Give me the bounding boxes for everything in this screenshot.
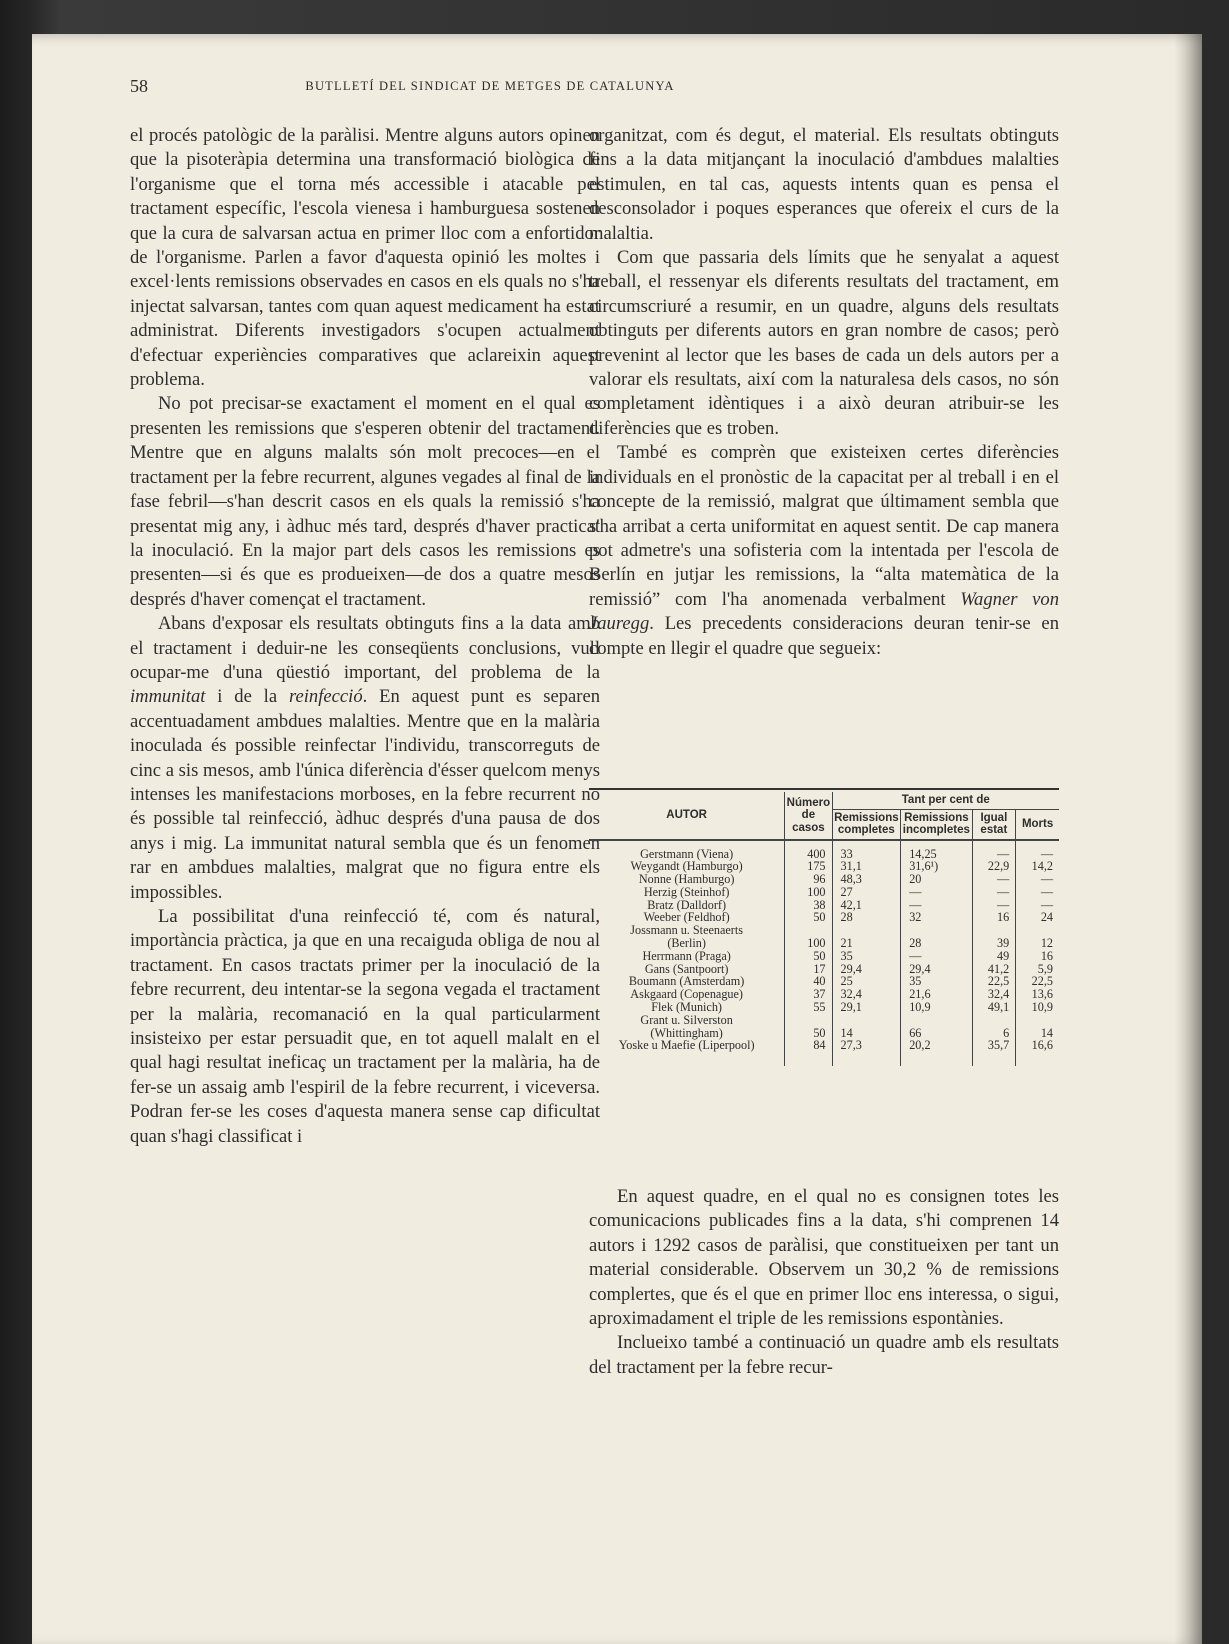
table-cell-incomplete: —: [901, 886, 972, 899]
table-cell-author: Grant u. Silverston: [640, 1012, 733, 1027]
table-cell-complete: [832, 1014, 901, 1027]
table-cell-same: 35,7: [972, 1039, 1016, 1066]
table-cell-cases: [785, 1014, 832, 1027]
table-cell-same: 32,4: [972, 988, 1016, 1001]
table-cell-same: —: [972, 899, 1016, 912]
table-cell-incomplete: [901, 1014, 972, 1027]
header-incomplete: Remissions incompletes: [901, 809, 972, 840]
results-table: [589, 788, 1059, 1066]
table-cell-complete: 27,3: [832, 1039, 901, 1066]
table-cell-incomplete: 20: [901, 873, 972, 886]
table-cell-cases: 175: [785, 860, 832, 873]
table-cell-complete: 28: [832, 911, 901, 924]
table-cell-deaths: 10,9: [1016, 1001, 1059, 1014]
table-cell-complete: 29,4: [832, 963, 901, 976]
table-cell-complete: 27: [832, 886, 901, 899]
table-cell-deaths: —: [1016, 840, 1059, 861]
table-cell-complete: 29,1: [832, 1001, 901, 1014]
header-percent-group: Tant per cent de: [832, 792, 1059, 809]
table-top-rule: [589, 788, 1059, 790]
table-cell-author: Weygandt (Hamburgo): [630, 859, 743, 874]
table-cell-cases: 50: [785, 950, 832, 963]
table-cell-incomplete: 21,6: [901, 988, 972, 1001]
paragraph: També es comprèn que existeixen certes diferències individuals en el pronòstic de la capacitat per al treball i en el concepte de la remissió, malgrat que últimament sembla que s'ha arribat a certa uniformitat en aquest sentit. De cap manera pot admetre's una sofisteria com la intentada per l'escola de Berlín en jutjar les remissions, la “alta matemàtica de la remissió” com l'ha anomenada verbalment Wagner von Jauregg. Les precedents consideracions deuran tenir-se en compte en llegir el quadre que segueix:: [589, 442, 1059, 659]
table-cell-cases: 50: [785, 911, 832, 924]
table-cell-author: Bratz (Dalldorf): [647, 897, 727, 912]
table-cell-author: Jossmann u. Steenaerts: [630, 923, 743, 938]
table-cell-deaths: 16: [1016, 950, 1059, 963]
table-cell-deaths: 12: [1016, 937, 1059, 950]
table-cell-same: 22,5: [972, 975, 1016, 988]
table-cell-author: Herrmann (Praga): [642, 948, 731, 963]
table-cell-complete: 48,3: [832, 873, 901, 886]
left-column: [130, 124, 600, 1149]
table-cell-complete: 32,4: [832, 988, 901, 1001]
table-cell-incomplete: —: [901, 899, 972, 912]
table-cell-deaths: 14,2: [1016, 860, 1059, 873]
table-cell-same: 49,1: [972, 1001, 1016, 1014]
table-cell-complete: 33: [832, 840, 901, 861]
table-cell-cases: 50: [785, 1027, 832, 1040]
table-cell-author: (Berlin): [667, 936, 706, 951]
table-cell-deaths: 5,9: [1016, 963, 1059, 976]
table-cell-cases: 400: [785, 840, 832, 861]
table-cell-author: Yoske u Maefie (Liperpool): [618, 1038, 755, 1053]
table-cell-deaths: 16,6: [1016, 1039, 1059, 1066]
table-row: [589, 1039, 1059, 1066]
table-cell-same: [972, 1014, 1016, 1027]
table-cell-cases: 40: [785, 975, 832, 988]
table-cell-deaths: —: [1016, 886, 1059, 899]
table-cell-author: (Whittingham): [650, 1025, 723, 1040]
table-cell-incomplete: 20,2: [901, 1039, 972, 1066]
table-cell-deaths: 13,6: [1016, 988, 1059, 1001]
table-cell-incomplete: 29,4: [901, 963, 972, 976]
table-cell-complete: 21: [832, 937, 901, 950]
table-cell-same: —: [972, 840, 1016, 861]
header-complete: Remissions completes: [832, 809, 901, 840]
table-cell-complete: 35: [832, 950, 901, 963]
table-cell-complete: 14: [832, 1027, 901, 1040]
table-cell-same: —: [972, 886, 1016, 899]
paragraph: organitzat, com és degut, el material. Els resultats obtinguts fins a la data mitjançant la inoculació d'ambdues malalties estimulen, en tal cas, aquests intents quan es pensa el desconsolador i poques esperances que ofereix el curs de la malaltia.: [589, 125, 1059, 244]
table-cell-same: 22,9: [972, 860, 1016, 873]
header-same: Igual estat: [972, 809, 1016, 840]
table-cell-deaths: [1016, 1014, 1059, 1027]
paragraph: el procés patològic de la paràlisi. Mentre alguns autors opinen que la pisoteràpia determina una transformació biològica de l'organisme que el torna més accessible i atacable pel tractament específic, l'escola vienesa i hamburguesa sostenen que la cura de salvarsan actua en primer lloc com a enfortidor de l'organisme. Parlen a favor d'aquesta opinió les moltes i excel·lents remissions observades en casos en els quals no s'ha injectat salvarsan, tantes com quan aquest medicament ha estat administrat. Diferents investigadors s'ocupen actualment d'efectuar experiències comparatives que aclareixin aquest problema.: [130, 125, 600, 391]
table-cell-incomplete: 66: [901, 1027, 972, 1040]
paragraph: Abans d'exposar els resultats obtinguts fins a la data amb el tractament i deduir-ne les conseqüents conclusions, vull ocupar-me d'una qüestió important, del problema de la immunitat i de la reinfecció. En aquest punt es separen accentuadament ambdues malalties. Mentre que en la malària inoculada és possible reinfectar l'individu, transcorreguts de cinc a sis mesos, amb l'única diferència d'ésser quelcom menys intenses les manifestacions morboses, en la febre recurrent no és possible tal reinfecció, àdhuc després d'una pausa de dos anys i mig. La immunitat natural sembla que és un fenomen rar en ambdues malalties, malgrat que no figura entre els impossibles.: [130, 613, 601, 903]
table-cell-cases: 84: [785, 1039, 832, 1066]
table-cell-author: Gerstmann (Viena): [640, 846, 734, 861]
table-cell-cases: 37: [785, 988, 832, 1001]
paragraph: La possibilitat d'una reinfecció té, com és natural, importància pràctica, ja que en una recaiguda obliga de nou al tractament. En casos tractats primer per la inoculació de la febre recurrent, deu intentar-se la segona vegada el tractament per la malària, recomanació en la qual particularment insisteixo per estar persuadit que, en tot aquell malalt en el qual hagi resultat ineficaç un tractament per la malària, ha de fer-se un assaig amb l'espiril de la febre recurrent, i viceversa. Podran fer-se les coses d'aquesta manera sense cap dificultat quan s'hagi classificat i: [130, 906, 600, 1147]
table-cell-author: Weeber (Feldhof): [643, 910, 730, 925]
table-cell-same: 6: [972, 1027, 1016, 1040]
right-column-lower: [589, 1185, 1059, 1380]
table-cell-author: Herzig (Steinhof): [643, 884, 730, 899]
table-cell-complete: 25: [832, 975, 901, 988]
table-cell-incomplete: 28: [901, 937, 972, 950]
table-cell-author: Boumann (Amsterdam): [628, 974, 745, 989]
emphasis: immunitat: [130, 686, 206, 708]
table-cell-author: Gans (Santpoort): [644, 961, 729, 976]
table-row: [589, 886, 1059, 899]
table-cell-same: 49: [972, 950, 1016, 963]
paragraph: Inclueixo també a continuació un quadre amb els resultats del tractament per la febre recur-: [589, 1332, 1059, 1378]
emphasis: reinfecció: [288, 686, 363, 708]
table-row: [589, 1001, 1059, 1014]
table-cell-deaths: 22,5: [1016, 975, 1059, 988]
table-cell-deaths: —: [1016, 873, 1059, 886]
paragraph: No pot precisar-se exactament el moment en el qual es presenten les remissions que s'esperen obtenir del tractament. Mentre que en alguns malalts són molt precoces—en el tractament per la febre recurrent, algunes vegades al final de la fase febril—s'han descrit casos en els quals la remissió s'ha presentat mig any, i àdhuc més tard, després d'haver practicat la inoculació. En la major part dels casos les remissions es presenten—si és que es produeixen—de dos a quatre mesos després d'haver començat el tractament.: [130, 393, 600, 610]
table-cell-author: Nonne (Hamburgo): [638, 872, 735, 887]
running-header: [130, 76, 850, 98]
header-deaths: Morts: [1016, 809, 1059, 840]
table-cell-same: —: [972, 873, 1016, 886]
table-cell-same: 39: [972, 937, 1016, 950]
table-cell-deaths: —: [1016, 899, 1059, 912]
header-author: AUTOR: [589, 792, 785, 840]
table-cell-cases: 38: [785, 899, 832, 912]
table-cell-incomplete: 32: [901, 911, 972, 924]
table-row: [589, 1014, 1059, 1027]
table-cell-deaths: 14: [1016, 1027, 1059, 1040]
table-row: [589, 873, 1059, 886]
table-cell-incomplete: 14,25: [901, 840, 972, 861]
table-cell-complete: 31,1: [832, 860, 901, 873]
paragraph: En aquest quadre, en el qual no es consignen totes les comunicacions publicades fins a la data, s'hi comprenen 14 autors i 1292 casos de paràlisi, que constitueixen per tant un material considerable. Observem un 30,2 % de remissions complertes, que és el que en primer lloc ens interessa, o sigui, aproximadament el triple de les remissions espontànies.: [589, 1186, 1059, 1330]
table-row: [589, 840, 1059, 861]
page-binding-shadow: [1174, 34, 1202, 1644]
right-column: [589, 124, 1059, 661]
table-cell-incomplete: —: [901, 950, 972, 963]
table-cell-same: 16: [972, 911, 1016, 924]
journal-title: BUTLLETÍ DEL SINDICAT DE METGES DE CATALUNYA: [305, 79, 675, 93]
header-cases: Número de casos: [785, 792, 832, 840]
table-cell-deaths: 24: [1016, 911, 1059, 924]
table-cell-author: Askgaard (Copenague): [630, 987, 743, 1002]
table-cell-same: 41,2: [972, 963, 1016, 976]
table-cell-cases: 100: [785, 886, 832, 899]
table-cell-cases: 17: [785, 963, 832, 976]
table-cell-cases: 96: [785, 873, 832, 886]
table-row: [589, 937, 1059, 950]
table-cell-incomplete: 10,9: [901, 1001, 972, 1014]
table-cell-incomplete: 35: [901, 975, 972, 988]
table-row: [589, 950, 1059, 963]
table-cell-author: Flek (Munich): [651, 1000, 722, 1015]
table-cell-cases: 55: [785, 1001, 832, 1014]
paragraph: Com que passaria dels límits que he senyalat a aquest treball, el ressenyar els diferents resultats del tractament, em circumscriuré a resumir, en un quadre, alguns dels resultats obtinguts per diferents autors en gran nombre de casos; però prevenint al lector que les bases de cada un dels autors per a valorar els resultats, així com la naturalesa dels casos, no són completament idèntiques i a això deuran atribuir-se les diferències que es troben.: [589, 247, 1059, 439]
page-number: 58: [130, 76, 148, 96]
table-cell-complete: 42,1: [832, 899, 901, 912]
emphasis: Wagner von Jauregg: [589, 588, 1059, 635]
table-cell-same: [972, 924, 1016, 937]
table-cell-cases: 100: [785, 937, 832, 950]
table-cell-incomplete: 31,6¹): [901, 860, 972, 873]
